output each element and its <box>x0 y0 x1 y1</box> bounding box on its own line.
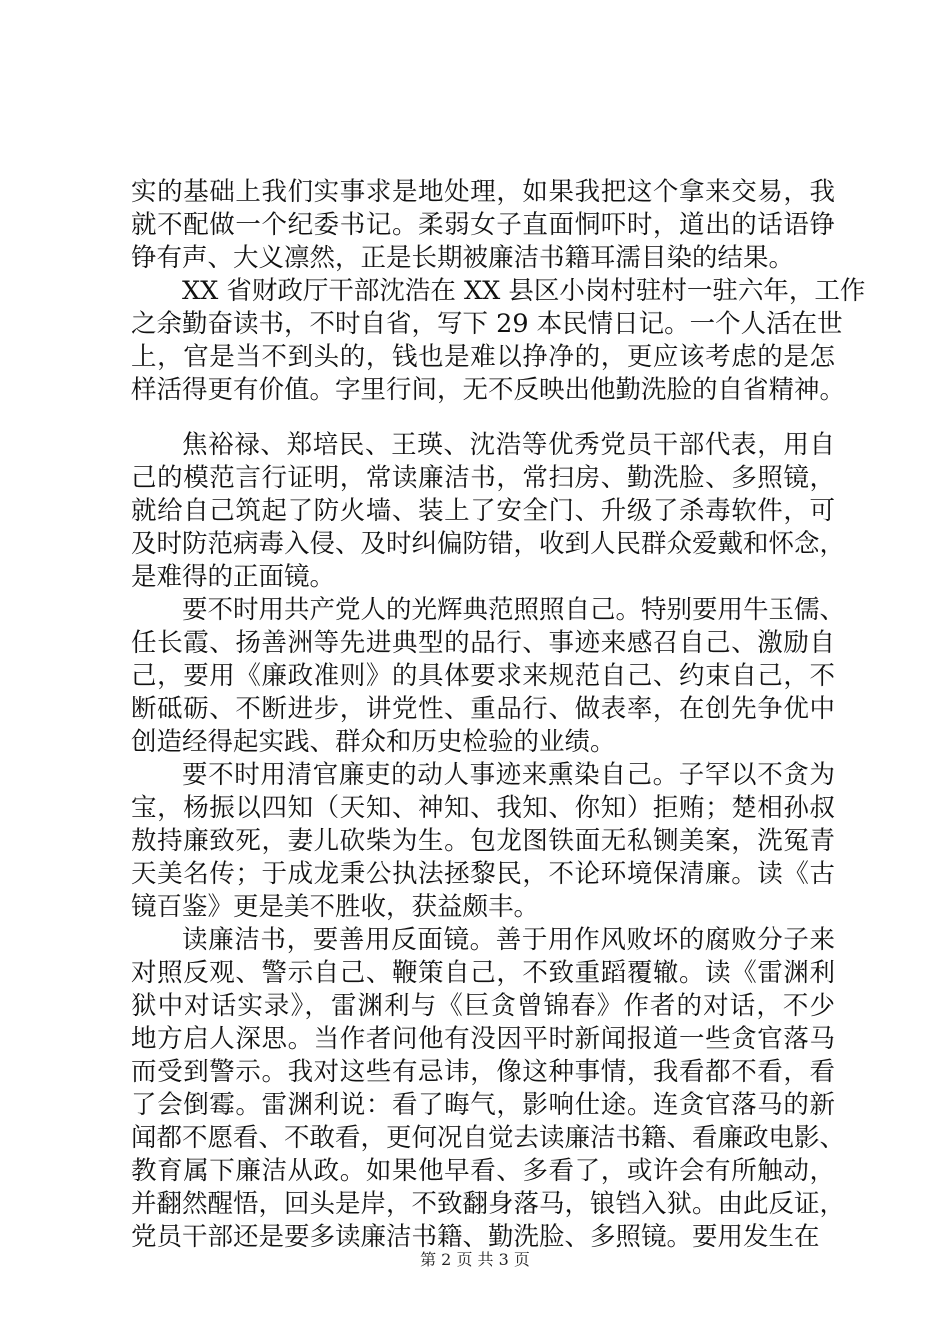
paragraph <box>131 759 835 924</box>
text-line: 上，官是当不到头的，钱也是难以挣净的，更应该考虑的是怎 <box>131 342 835 372</box>
paragraph-gap <box>131 407 835 429</box>
text-line: 狱中对话实录》，雷渊利与《巨贪曾锦春》作者的对话，不少 <box>131 991 835 1021</box>
text-line: 实的基础上我们实事求是地处理，如果我把这个拿来交易，我 <box>131 177 835 207</box>
text-line: 己，要用《廉政准则》的具体要求来规范自己、约束自己，不 <box>131 661 835 691</box>
text-line: 是难得的正面镜。 <box>131 562 336 592</box>
text-line: 党员干部还是要多读廉洁书籍、勤洗脸、多照镜。要用发生在 <box>131 1222 820 1252</box>
text-line: 而受到警示。我对这些有忌讳，像这种事情，我看都不看，看 <box>131 1057 835 1087</box>
paragraph <box>131 429 846 594</box>
text-line: 己的模范言行证明，常读廉洁书，常扫房、勤洗脸、多照镜， <box>131 463 835 493</box>
text-line: 敖持廉致死，妻儿砍柴为生。包龙图铁面无私铡美案，洗冤青 <box>131 826 835 856</box>
text-line: 及时防范病毒入侵、及时纠偏防错，收到人民群众爱戴和怀念， <box>131 529 846 559</box>
text-line: 天美名传；于成龙秉公执法拯黎民，不论环境保清廉。读《古 <box>131 859 835 889</box>
text-line: 地方启人深思。当作者问他有没因平时新闻报道一些贪官落马 <box>131 1024 835 1054</box>
text-line: 宝，杨振以四知（天知、神知、我知、你知）拒贿；楚相孙叔 <box>131 793 835 823</box>
text-line: 断砥砺、不断进步，讲党性、重品行、做表率，在创先争优中 <box>131 694 835 724</box>
text-line: 就不配做一个纪委书记。柔弱女子直面恫吓时，道出的话语铮 <box>131 210 835 240</box>
text-line: 之余勤奋读书，不时自省，写下 29 本民情日记。一个人活在世 <box>131 309 843 339</box>
paragraph <box>131 924 846 1254</box>
paragraph <box>131 176 835 275</box>
text-line: 焦裕禄、郑培民、王瑛、沈浩等优秀党员干部代表，用自 <box>182 430 835 460</box>
text-line: 闻都不愿看、不敢看，更何况自觉去读廉洁书籍、看廉政电影、 <box>131 1123 846 1153</box>
text-line: XX 省财政厅干部沈浩在 XX 县区小岗村驻村一驻六年，工作 <box>182 276 866 306</box>
page-footer: 第 2 页 共 3 页 <box>420 1250 530 1269</box>
paragraph <box>131 275 866 407</box>
paragraph <box>131 594 846 759</box>
text-line: 并翻然醒悟，回头是岸，不致翻身落马，锒铛入狱。由此反证， <box>131 1189 846 1219</box>
text-line: 创造经得起实践、群众和历史检验的业绩。 <box>131 727 616 757</box>
document-body <box>131 176 866 1254</box>
text-line: 要不时用共产党人的光辉典范照照自己。特别要用牛玉儒、 <box>182 595 846 625</box>
text-line: 镜百鉴》更是美不胜收，获益颇丰。 <box>131 892 540 922</box>
text-line: 要不时用清官廉吏的动人事迹来熏染自己。子罕以不贪为 <box>182 760 835 790</box>
text-line: 读廉洁书，要善用反面镜。善于用作风败坏的腐败分子来 <box>182 925 835 955</box>
text-line: 任长霞、扬善洲等先进典型的品行、事迹来感召自己、激励自 <box>131 628 835 658</box>
text-line: 铮有声、大义凛然，正是长期被廉洁书籍耳濡目染的结果。 <box>131 243 795 273</box>
text-line: 教育属下廉洁从政。如果他早看、多看了，或许会有所触动， <box>131 1156 835 1186</box>
text-line: 就给自己筑起了防火墙、装上了安全门、升级了杀毒软件，可 <box>131 496 835 526</box>
text-line: 样活得更有价值。字里行间，无不反映出他勤洗脸的自省精神。 <box>131 375 846 405</box>
text-line: 了会倒霉。雷渊利说：看了晦气，影响仕途。连贪官落马的新 <box>131 1090 835 1120</box>
text-line: 对照反观、警示自己、鞭策自己，不致重蹈覆辙。读《雷渊利 <box>131 958 835 988</box>
